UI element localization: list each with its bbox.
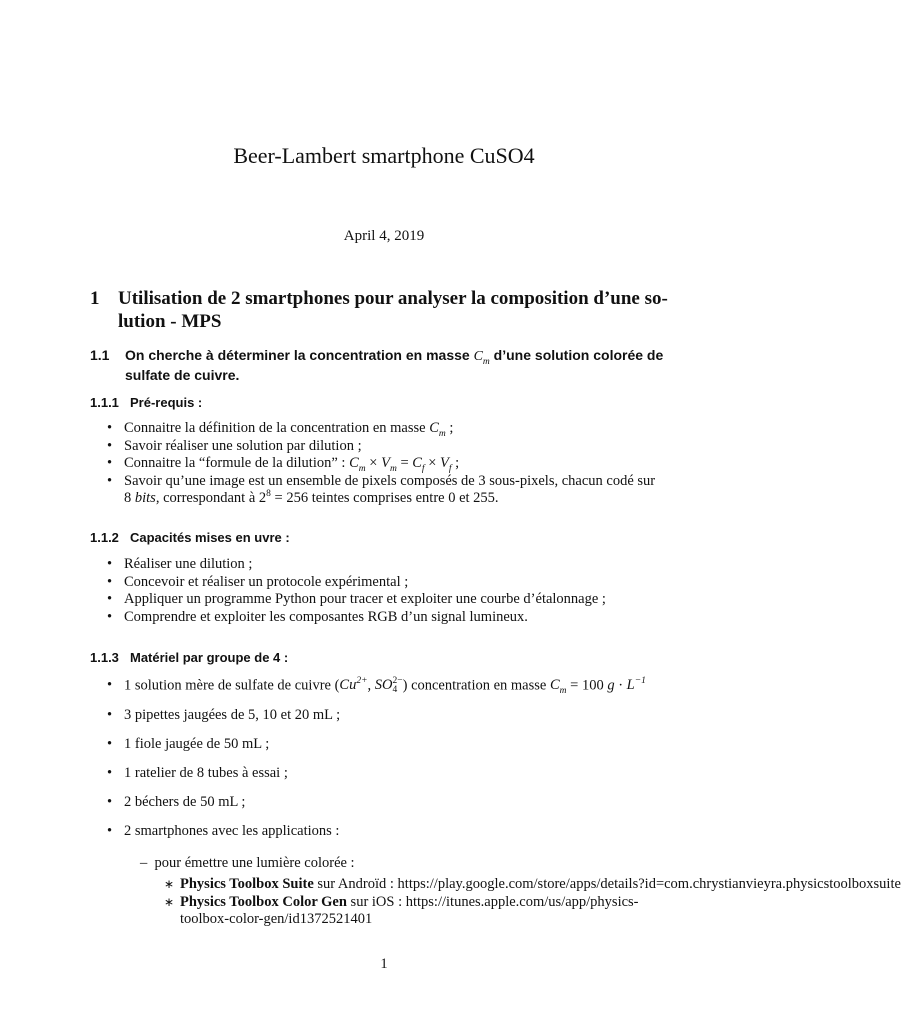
math-operator: , xyxy=(367,677,375,694)
math-symbol: C xyxy=(473,349,483,364)
list-item xyxy=(105,591,695,609)
math-subscript: m xyxy=(559,686,567,697)
item-text: Appliquer un programme Python pour tracer et exploiter une courbe d’étalonnage ; xyxy=(124,591,606,607)
dash-icon: – xyxy=(140,855,148,871)
item-text: 3 pipettes jaugées de 5, 10 et 20 mL ; xyxy=(124,706,341,723)
list-item xyxy=(105,794,695,812)
list-item xyxy=(105,736,695,754)
list-item xyxy=(105,455,695,473)
list-item xyxy=(105,765,695,783)
math-superscript: 2− xyxy=(392,676,403,686)
math-bits: bits xyxy=(134,490,156,506)
materiel-list xyxy=(105,677,695,852)
item-text: 1 fiole jaugée de 50 mL ; xyxy=(124,735,270,752)
list-item xyxy=(105,707,695,725)
math-unit-l xyxy=(627,677,646,693)
item-text: , correspondant à 2 xyxy=(155,490,267,506)
math-subscript: m xyxy=(389,463,397,474)
item-text: Connaitre la “formule de la dilution” : xyxy=(124,455,350,471)
list-item xyxy=(105,677,695,695)
math-symbol: V xyxy=(381,455,390,471)
math-symbol: V xyxy=(440,455,449,471)
list-item xyxy=(105,438,695,456)
item-text: ) concentration en masse xyxy=(402,677,550,694)
list-item xyxy=(105,574,695,592)
bullet-icon: • xyxy=(107,556,113,572)
subsubsection-number: 1.1.2 xyxy=(90,530,119,545)
subsection-title xyxy=(125,346,690,385)
bullet-icon: • xyxy=(107,764,113,781)
math-cu xyxy=(339,677,367,693)
item-text: Savoir qu’une image est un ensemble de pixels composés de 3 sous-pixels, chacun codé sur xyxy=(124,472,656,489)
app-link-text-line-2[interactable]: toolbox-color-gen/id1372521401 xyxy=(180,911,373,927)
bullet-icon: • xyxy=(107,455,113,471)
bullet-icon: • xyxy=(107,573,113,590)
bullet-icon: • xyxy=(107,437,113,454)
math-so4 xyxy=(375,677,403,693)
subsubsection-number: 1.1.3 xyxy=(90,650,119,665)
subsubsection-capacites-heading xyxy=(90,529,290,547)
math-operator: = xyxy=(396,455,413,471)
list-item xyxy=(105,609,695,627)
subsection-1-1-heading xyxy=(90,346,690,385)
math-cm xyxy=(549,677,567,697)
item-text-end: = 256 teintes comprises entre 0 et 255. xyxy=(270,490,499,506)
subsubsection-title: Matériel par groupe de 4 : xyxy=(130,650,289,665)
subsubsection-number: 1.1.1 xyxy=(90,395,119,410)
math-vf xyxy=(440,455,452,474)
math-symbol: C xyxy=(412,455,422,471)
list-item xyxy=(105,473,695,508)
subsection-number: 1.1 xyxy=(90,347,110,363)
bullet-icon: • xyxy=(107,472,113,489)
subsection-text: On cherche à déterminer la concentration en masse xyxy=(125,347,474,363)
math-superscript: 8 xyxy=(266,489,271,500)
item-text: 2 smartphones avec les applications : xyxy=(124,822,340,839)
document-title: Beer-Lambert smartphone CuSO4 xyxy=(233,143,535,168)
section-number: 1 xyxy=(90,288,100,309)
math-symbol: C xyxy=(349,455,359,471)
capacites-list xyxy=(105,556,695,626)
item-text: 1 ratelier de 8 tubes à essai ; xyxy=(124,764,288,781)
bullet-icon: • xyxy=(107,735,113,752)
section-title-line-2: lution - MPS xyxy=(118,311,222,332)
math-superscript: −1 xyxy=(634,676,646,687)
subsubsection-title: Pré-requis : xyxy=(130,395,203,410)
apps-list xyxy=(164,876,901,929)
subsubsection-title: Capacités mises en uvre : xyxy=(130,530,290,545)
bullet-icon: • xyxy=(107,608,113,625)
bullet-icon: • xyxy=(107,793,113,810)
list-item-android xyxy=(164,876,901,894)
list-item xyxy=(105,420,695,438)
bullet-icon: • xyxy=(107,677,113,693)
document-date: April 4, 2019 xyxy=(343,228,425,244)
math-symbol: SO xyxy=(374,677,393,694)
item-text: Connaitre la définition de la concentration en masse xyxy=(124,420,430,436)
asterisk-icon: ∗ xyxy=(164,894,175,909)
subsection-text-end: d’une solution colorée de xyxy=(489,347,664,363)
bullet-icon: • xyxy=(107,420,113,436)
math-subscript: 4 xyxy=(392,685,398,695)
math-operator: × xyxy=(424,455,440,471)
subsubsection-prerequis-heading xyxy=(90,394,202,412)
math-subscript: m xyxy=(438,428,446,439)
math-cm xyxy=(349,455,366,474)
item-text: Concevoir et réaliser un protocole expérimental ; xyxy=(124,573,409,590)
math-superscript: 2+ xyxy=(356,676,368,687)
subsubsection-materiel-heading xyxy=(90,649,288,667)
asterisk-icon: ∗ xyxy=(164,877,175,891)
item-text: Réaliser une dilution ; xyxy=(124,556,253,572)
math-unit-g: g xyxy=(607,677,615,694)
list-item xyxy=(105,823,695,841)
math-subscript: m xyxy=(358,463,366,474)
item-text: 8 xyxy=(124,490,135,506)
math-vm xyxy=(381,455,397,474)
item-text: pour émettre une lumière colorée : xyxy=(154,855,355,871)
math-subscript: f xyxy=(448,463,452,474)
math-subscript: f xyxy=(421,463,425,474)
math-symbol: C xyxy=(549,677,560,694)
item-text: Savoir réaliser une solution par dilution ; xyxy=(124,437,362,454)
list-item xyxy=(105,556,695,574)
list-item-ios xyxy=(164,894,768,912)
math-symbol: C xyxy=(429,420,439,436)
item-text: Comprendre et exploiter les composantes RGB d’un signal lumineux. xyxy=(124,608,528,625)
math-var xyxy=(429,420,446,439)
nested-list-item xyxy=(140,855,355,873)
section-1-heading xyxy=(90,287,690,333)
bullet-icon: • xyxy=(107,706,113,723)
math-cf xyxy=(412,455,425,474)
page-number: 1 xyxy=(380,956,388,972)
app-link-text[interactable]: sur Androïd : https://play.google.com/store/apps/details?id=com.chrystianvieyra.physicstoolboxsuite xyxy=(313,876,901,892)
bullet-icon: • xyxy=(107,822,113,839)
app-name: Physics Toolbox Suite xyxy=(180,876,314,892)
math-var xyxy=(473,349,490,367)
math-subscript: m xyxy=(482,356,490,367)
item-text-end: ; xyxy=(451,455,460,471)
math-supsub xyxy=(393,677,403,695)
app-name: Physics Toolbox Color Gen xyxy=(180,893,347,910)
math-symbol: L xyxy=(626,677,635,694)
math-operator: = 100 xyxy=(566,677,608,694)
math-operator: × xyxy=(365,455,382,471)
math-operator: · xyxy=(614,677,627,694)
item-text: 2 béchers de 50 mL ; xyxy=(124,793,246,810)
section-title-line-1: Utilisation de 2 smartphones pour analyser la composition d’une so- xyxy=(118,288,668,309)
math-symbol: Cu xyxy=(339,677,357,694)
prerequis-list xyxy=(105,420,695,508)
item-text: 1 solution mère de sulfate de cuivre ( xyxy=(124,677,340,694)
subsection-text-line-2: sulfate de cuivre. xyxy=(125,367,240,383)
list-item-continuation xyxy=(164,911,768,929)
item-text-end: ; xyxy=(445,420,454,436)
bullet-icon: • xyxy=(107,591,113,607)
app-link-text[interactable]: sur iOS : https://itunes.apple.com/us/app/physics- xyxy=(346,893,639,910)
